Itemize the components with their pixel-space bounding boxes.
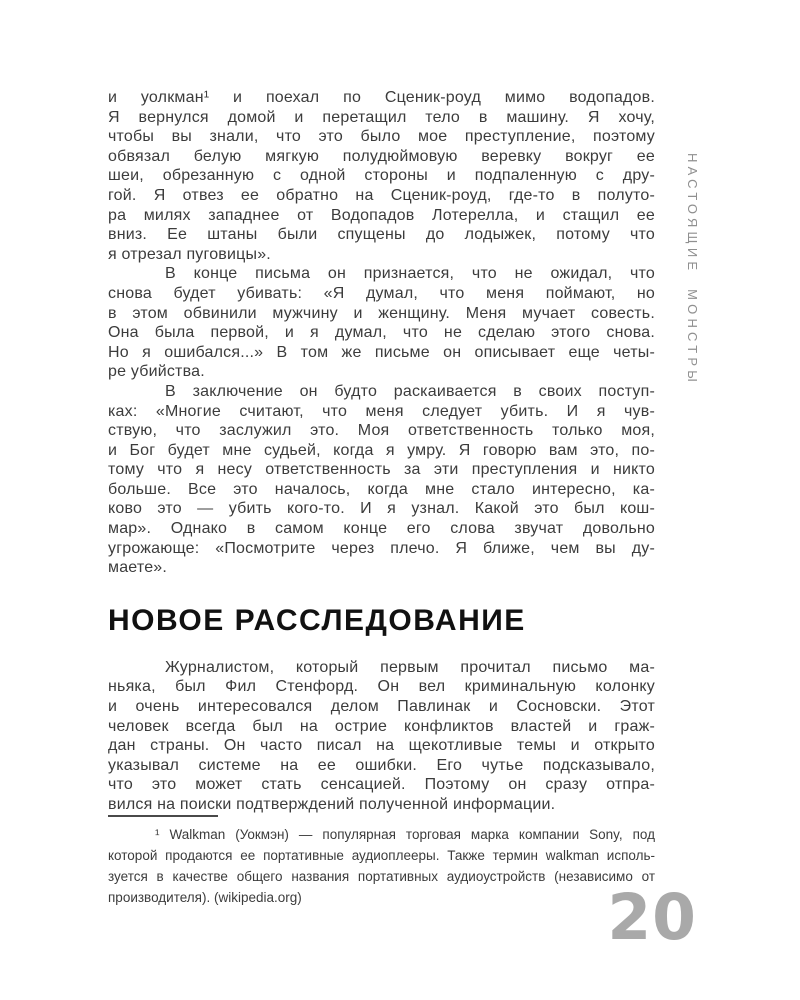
text-line: мар». Однако в самом конце его слова звучат довольно: [108, 520, 655, 538]
text-line: угрожающе: «Посмотрите через плечо. Я ближе, чем вы ду-: [108, 539, 655, 557]
text-line: и Бог будет мне судьей, когда я умру. Я говорю вам это, по-: [108, 441, 655, 459]
paragraph: [108, 382, 655, 578]
text-line: В заключение он будто раскаивается в своих поступ-: [165, 382, 655, 400]
text-line: Я вернулся домой и перетащил тело в машину. Я хочу,: [108, 108, 655, 126]
text-line: Но я ошибался...» В том же письме он описывает еще четы-: [108, 343, 655, 361]
text-line: маете».: [108, 559, 168, 577]
text-line: шеи, обрезанную с одной стороны и подпаленную с дру-: [108, 167, 655, 185]
text-line: Журналистом, который первым прочитал письмо ма-: [165, 658, 655, 676]
text-line: чтобы вы знали, что это было мое преступление, поэтому: [108, 128, 655, 146]
text-line: снова будет убивать: «Я думал, что меня поймают, но: [108, 284, 655, 302]
text-line: Она была первой, и я думал, что не сделаю этого снова.: [108, 324, 655, 342]
text-line: больше. Все это началось, когда мне стало интересно, ка-: [108, 480, 655, 498]
text-line: ках: «Многие считают, что меня следует убить. И я чув-: [108, 402, 655, 420]
footnote-line: которой продаются ее портативные аудиоплееры. Также термин walkman исполь-: [108, 847, 655, 863]
text-line: вился на поиски подтверждений полученной информации.: [108, 796, 556, 813]
text-line: В конце письма он признается, что не ожидал, что: [165, 265, 655, 283]
footnote-line: зуется в качестве общего названия портативных аудиоустройств (независимо от: [108, 868, 655, 884]
text-line: вниз. Ее штаны были спущены до лодыжек, потому что: [108, 226, 655, 244]
text-line: я отрезал пуговицы».: [108, 245, 271, 263]
paragraph: [108, 88, 655, 264]
footnote: [108, 824, 655, 908]
paragraph: [108, 264, 655, 382]
text-line: дан страны. Он часто писал на щекотливые темы и открыто: [108, 737, 655, 755]
text-line: гой. Я отвез ее обратно на Сценик-роуд, где-то в полуто-: [108, 186, 655, 204]
section-heading: НОВОЕ РАССЛЕДОВАНИЕ: [108, 603, 526, 637]
footnote-divider: [108, 815, 218, 817]
footnote-line: ¹ Walkman (Уокмэн) — популярная торговая марка компании Sony, под: [155, 826, 655, 842]
text-line: в этом обвинили мужчину и женщину. Меня мучает совесть.: [108, 304, 655, 322]
text-line: ково это — убить кого-то. И я узнал. Какой это был кош-: [108, 500, 655, 518]
text-line: обвязал белую мягкую полудюймовую веревку вокруг ее: [108, 147, 655, 165]
footnote-line: производителя). (wikipedia.org): [108, 889, 302, 905]
text-line: что это может стать сенсацией. Поэтому он сразу отпра-: [108, 776, 655, 794]
text-line: ре убийства.: [108, 363, 205, 381]
text-line: указывал системе на ее ошибки. Его чутье подсказывало,: [108, 756, 655, 774]
page-number: 20: [607, 881, 697, 954]
paragraph: [108, 658, 655, 815]
text-line: тому что я несу ответственность за эти преступления и никто: [108, 461, 655, 479]
text-line: и очень интересовался делом Павлинак и Сосновски. Этот: [108, 698, 655, 716]
page-content: [108, 88, 655, 908]
text-line: и уолкман¹ и поехал по Сценик-роуд мимо водопадов.: [108, 89, 655, 106]
text-line: человек всегда был на острие конфликтов властей и граж-: [108, 717, 655, 735]
text-line: ньяка, был Фил Стенфорд. Он вел криминальную колонку: [108, 678, 655, 696]
sidebar-running-title: НАСТОЯЩИЕ МОНСТРЫ: [685, 153, 700, 386]
text-line: ра милях западнее от Водопадов Лотерелла, и стащил ее: [108, 206, 655, 224]
text-line: ствую, что заслужил это. Моя ответственность только моя,: [108, 422, 655, 440]
